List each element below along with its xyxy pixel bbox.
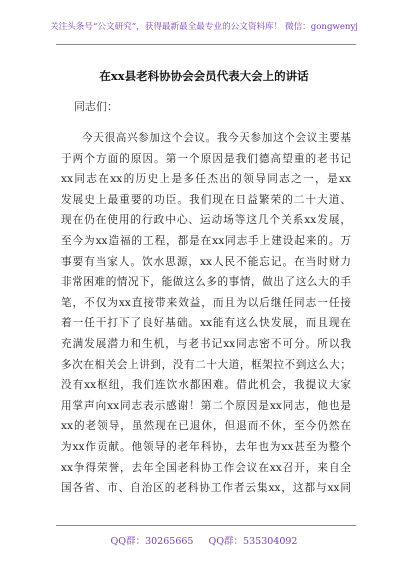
footer-contact [0,533,408,547]
salutation: 同志们： [74,100,118,113]
speech-line: 非常困难的情况下，能做这么多的事情，做出了这么大的手 [61,276,351,289]
speech-line: 着一任干打下了良好基础。xx能有这么快发展，而且现在 [61,317,351,330]
footer-divider [56,525,356,526]
footer-qq-group-1: QQ群：30265665 [110,536,194,547]
speech-line: 至今为xx造福的工程，都是在xx同志手上建设起来的。万 [61,234,351,247]
speech-line: 今天很高兴参加这个会议。我今天参加这个会议主要基 [82,132,351,144]
speech-line: xx的老领导，虽然现在已退休，但退而不休，至今仍然在 [61,420,351,433]
header-note: 关注头条号“公文研究”，获得最新最全最专业的公文资料库！ 微信：gongwenyj [50,22,358,32]
speech-line: xx同志在xx的历史上是多任杰出的领导同志之一，是xx [61,173,351,186]
footer-qq-group-2: QQ群：535304092 [208,536,298,547]
speech-line: xx争得荣誉，去年全国老科协工作会议在xx召开，来自全 [61,461,351,474]
speech-line: 于两个方面的原因。第一个原因是我们德高望重的老书记 [61,152,351,165]
speech-line: 笔，不仅为xx直接带来效益，而且为以后继任同志一任接 [61,296,351,309]
speech-line: 为xx作贡献。他领导的老年科协，去年也为xx甚至为整个 [61,440,351,453]
document-title: 在xx县老科协协会会员代表大会上的讲话 [99,69,309,83]
speech-line: 多次在相关会上讲到，没有二十大道，框架拉不到这么大； [61,358,351,371]
speech-line: 事要有当家人。饮水思源，xx人民不能忘记。在当时财力 [61,255,351,268]
speech-line: 用掌声向xx同志表示感谢！第二个原因是xx同志，他也是 [61,399,351,412]
speech-line: 充满发展潜力和生机，与老书记xx同志密不可分。所以我 [61,337,351,350]
speech-line: 没有xx枢纽，我们连饮水都困难。借此机会，我提议大家 [61,379,351,392]
speech-line: 现在仍在使用的行政中心、运动场等这几个关系xx发展， [61,214,351,227]
speech-body [61,128,351,499]
speech-line: 发展史上最重要的功臣。我们现在日益繁荣的二十大道、 [61,193,351,206]
header-divider [56,44,356,45]
speech-line: 国各省、市、自治区的老科协工作者云集xx，这都与xx同 [61,482,351,495]
